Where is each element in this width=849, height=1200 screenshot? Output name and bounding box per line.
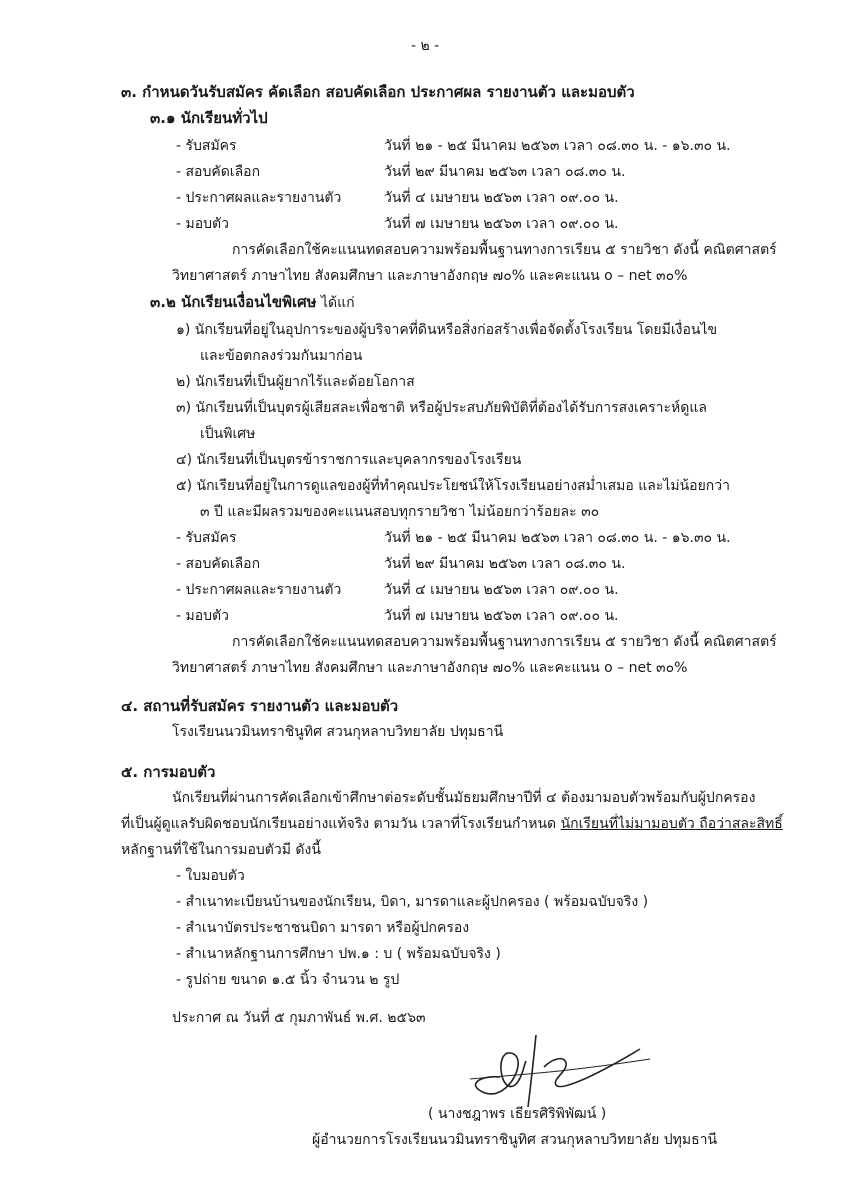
section-5-paragraph-line2-text: ที่เป็นผู้ดูแลรับผิดชอบนักเรียนอย่างแท้จริง ตามวัน เวลาที่โรงเรียนกำหนด [121,816,557,832]
condition-line: เป็นพิเศษ [200,426,256,442]
schedule2-detail: วันที่ ๒๑ - ๒๕ มีนาคม ๒๕๖๓ เวลา ๐๘.๓๐ น. - ๑๖.๓๐ น. [384,530,731,546]
criteria1-line1: การคัดเลือกใช้คะแนนทดสอบความพร้อมพื้นฐานทางการเรียน ๕ รายวิชา ดังนี้ คณิตศาสตร์ [232,242,777,258]
required-doc-item: - สำเนาบัตรประชาชนบิดา มารดา หรือผู้ปกครอง [176,920,470,936]
required-doc-item: - ใบมอบตัว [176,868,245,884]
schedule1-label: - ประกาศผลและรายงานตัว [176,190,342,206]
criteria2-line1: การคัดเลือกใช้คะแนนทดสอบความพร้อมพื้นฐานทางการเรียน ๕ รายวิชา ดังนี้ คณิตศาสตร์ [232,634,777,650]
schedule1-label: - รับสมัคร [176,138,237,154]
signer-name: ( นางชฎาพร เธียรศิริพิพัฒน์ ) [428,1106,607,1122]
section-3-2-suffix: ได้แก่ [321,295,355,311]
section-3-2-title-line [150,292,355,313]
section-5-heading: ๕. การมอบตัว [121,763,216,781]
section-5-paragraph-line2 [121,814,783,834]
handwritten-signature [440,1015,670,1115]
required-doc-item: - รูปถ่าย ขนาด ๑.๕ นิ้ว จำนวน ๒ รูป [176,972,400,988]
section-5-paragraph-line1: นักเรียนที่ผ่านการคัดเลือกเข้าศึกษาต่อระดับชั้นมัธยมศึกษาปีที่ ๔ ต้องมามอบตัวพร้อมกับผู้ปกครอง [172,790,756,806]
page-number: - ๒ - [411,38,440,54]
schedule2-label: - รับสมัคร [176,530,237,546]
schedule2-label: - สอบคัดเลือก [176,556,261,572]
condition-line: ๑) นักเรียนที่อยู่ในอุปการะของผู้บริจาคที่ดินหรือสิ่งก่อสร้างเพื่อจัดตั้งโรงเรียน โดยมีเงื่อนไข [176,322,718,338]
condition-line: และข้อตกลงร่วมกันมาก่อน [200,348,363,364]
condition-line: ๔) นักเรียนที่เป็นบุตรข้าราชการและบุคลากรของโรงเรียน [176,452,522,468]
schedule1-detail: วันที่ ๒๑ - ๒๕ มีนาคม ๒๕๖๓ เวลา ๐๘.๓๐ น. - ๑๖.๓๐ น. [384,138,731,154]
condition-line: ๓ ปี และมีผลรวมของคะแนนสอบทุกรายวิชา ไม่น้อยกว่าร้อยละ ๓๐ [200,504,600,520]
criteria2-line2: วิทยาศาสตร์ ภาษาไทย สังคมศึกษา และภาษาอังกฤษ ๗๐% และคะแนน o – net ๓๐% [172,660,688,676]
condition-line: ๓) นักเรียนที่เป็นบุตรผู้เสียสละเพื่อชาติ หรือผู้ประสบภัยพิบัติที่ต้องได้รับการสงเคราะห์ดูแล [176,400,707,416]
schedule2-label: - มอบตัว [176,608,229,624]
required-doc-item: - สำเนาทะเบียนบ้านของนักเรียน, บิดา, มารดาและผู้ปกครอง ( พร้อมฉบับจริง ) [176,894,649,910]
schedule2-detail: วันที่ ๒๙ มีนาคม ๒๕๖๓ เวลา ๐๘.๓๐ น. [384,556,626,572]
schedule1-detail: วันที่ ๒๙ มีนาคม ๒๕๖๓ เวลา ๐๘.๓๐ น. [384,164,626,180]
condition-line: ๒) นักเรียนที่เป็นผู้ยากไร้และด้อยโอกาส [176,374,415,390]
schedule2-detail: วันที่ ๔ เมษายน ๒๕๖๓ เวลา ๐๙.๐๐ น. [384,582,619,598]
schedule2-label: - ประกาศผลและรายงานตัว [176,582,342,598]
announcement-date: ประกาศ ณ วันที่ ๕ กุมภาพันธ์ พ.ศ. ๒๕๖๓ [172,1010,426,1026]
section-3-1-title: ๓.๑ นักเรียนทั่วไป [150,109,268,127]
criteria1-line2: วิทยาศาสตร์ ภาษาไทย สังคมศึกษา และภาษาอังกฤษ ๗๐% และคะแนน o – net ๓๐% [172,268,688,284]
required-doc-item: - สำเนาหลักฐานการศึกษา ปพ.๑ : บ ( พร้อมฉบับจริง ) [176,946,501,962]
signer-title: ผู้อำนวยการโรงเรียนนวมินทราชินูทิศ สวนกุหลาบวิทยาลัย ปทุมธานี [312,1132,718,1148]
condition-line: ๕) นักเรียนที่อยู่ในการดูแลของผู้ที่ทำคุณประโยชน์ให้โรงเรียนอย่างสม่ำเสมอ และไม่น้อยกว่า [176,478,730,494]
schedule2-detail: วันที่ ๗ เมษายน ๒๕๖๓ เวลา ๐๙.๐๐ น. [384,608,619,624]
schedule1-detail: วันที่ ๔ เมษายน ๒๕๖๓ เวลา ๐๙.๐๐ น. [384,190,619,206]
schedule1-label: - มอบตัว [176,216,229,232]
schedule1-label: - สอบคัดเลือก [176,164,261,180]
section-3-2-title: ๓.๒ นักเรียนเงื่อนไขพิเศษ [150,293,317,311]
section-5-paragraph-line3: หลักฐานที่ใช้ในการมอบตัวมี ดังนี้ [121,842,321,858]
section-3-heading: ๓. กำหนดวันรับสมัคร คัดเลือก สอบคัดเลือก ประกาศผล รายงานตัว และมอบตัว [121,83,635,101]
schedule1-detail: วันที่ ๗ เมษายน ๒๕๖๓ เวลา ๐๙.๐๐ น. [384,216,619,232]
section-4-place: โรงเรียนนวมินทราชินูทิศ สวนกุหลาบวิทยาลัย ปทุมธานี [172,724,504,740]
section-4-heading: ๔. สถานที่รับสมัคร รายงานตัว และมอบตัว [121,697,399,715]
forfeit-notice: นักเรียนที่ไม่มามอบตัว ถือว่าสละสิทธิ์ [560,816,783,832]
